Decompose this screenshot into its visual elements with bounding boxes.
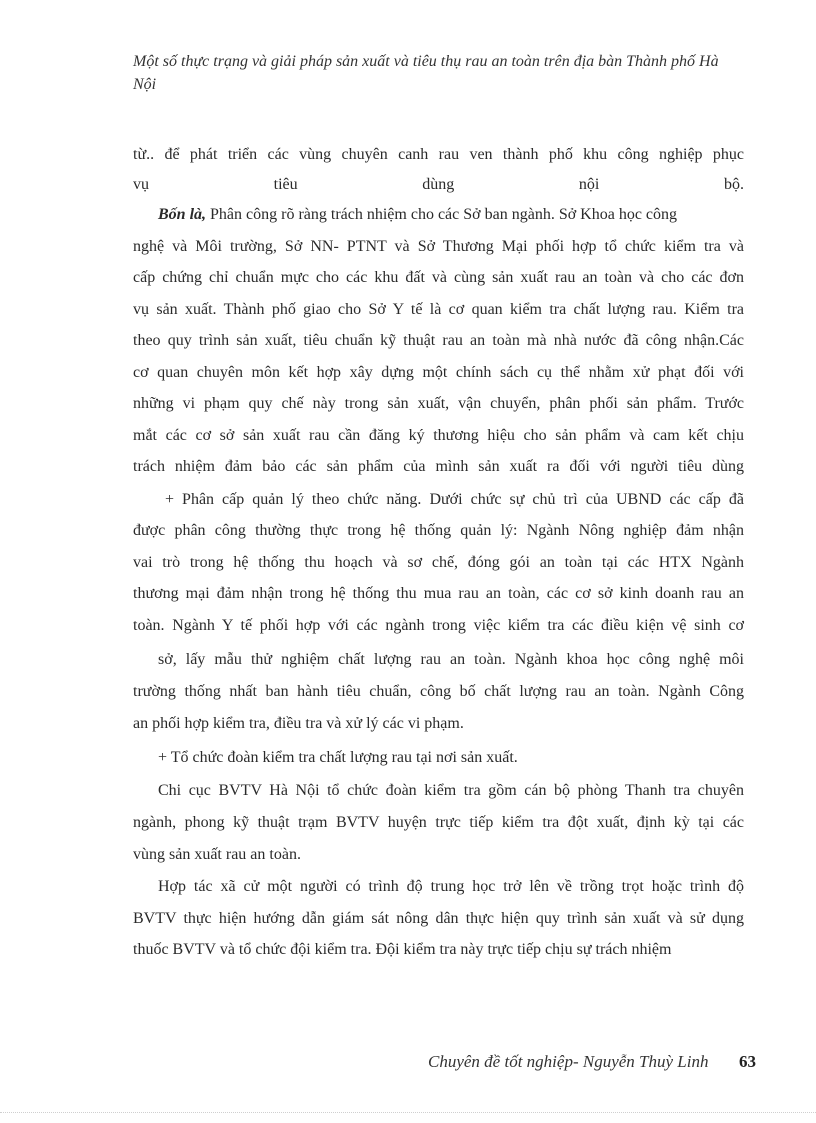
text-line: vụ sản xuất. Thành phố giao cho Sở Y tế là cơ quan kiểm tra chất lượng rau. Kiểm tra bbox=[133, 301, 744, 318]
text-line: + Phân cấp quản lý theo chức năng. Dưới chức sự chủ trì của UBND các cấp đã bbox=[165, 491, 744, 508]
page-footer bbox=[420, 1049, 765, 1075]
page-number: 63 bbox=[739, 1052, 756, 1071]
text-line: vụ tiêu dùng nội bộ. bbox=[133, 176, 744, 193]
bottom-divider bbox=[0, 1112, 816, 1113]
text-line: BVTV thực hiện hướng dẫn giám sát nông dân thực hiện quy trình sản xuất và sử dụng bbox=[133, 910, 744, 927]
text-line: mắt các cơ sở sản xuất rau cần đăng ký thương hiệu cho sản phẩm và cam kết chịu bbox=[133, 427, 744, 444]
text-line: trách nhiệm đảm bảo các sản phẩm của mình sản xuất ra đối với người tiêu dùng bbox=[133, 458, 744, 475]
text-line: từ.. để phát triển các vùng chuyên canh rau ven thành phố khu công nghiệp phục bbox=[133, 146, 744, 163]
page-header: Một số thực trạng và giải pháp sản xuất và tiêu thụ rau an toàn trên địa bàn Thành phố Hà Nội bbox=[133, 53, 719, 93]
footer-title: Chuyên đề tốt nghiệp- Nguyễn Thuỳ Linh bbox=[428, 1052, 709, 1071]
text-line: an phối hợp kiểm tra, điều tra và xử lý các vi phạm. bbox=[133, 715, 464, 732]
text-line: cấp chứng chỉ chuẩn mực cho các khu đất và cùng sản xuất rau an toàn và cho các đơn bbox=[133, 269, 744, 286]
text-fragment: Phân công rõ ràng trách nhiệm cho các Sở ban ngành. Sở Khoa học công bbox=[210, 206, 678, 223]
text-line: thương mại đảm nhận trong hệ thống thu mua rau an toàn, các cơ sở kinh doanh rau an bbox=[133, 585, 744, 602]
text-line: + Tổ chức đoàn kiểm tra chất lượng rau tại nơi sản xuất. bbox=[158, 749, 518, 766]
text-line: sở, lấy mẫu thử nghiệm chất lượng rau an toàn. Ngành khoa học công nghệ môi bbox=[158, 651, 744, 668]
text-line: toàn. Ngành Y tế phối hợp với các ngành trong việc kiểm tra các điều kiện vệ sinh cơ bbox=[133, 617, 744, 634]
text-line: những vi phạm quy chế này trong sản xuất, vận chuyển, phân phối sản phẩm. Trước bbox=[133, 395, 744, 412]
text-line: ngành, phong kỹ thuật trạm BVTV huyện trực tiếp kiểm tra đột xuất, định kỳ tại các bbox=[133, 814, 744, 831]
text-line: vùng sản xuất rau an toàn. bbox=[133, 846, 301, 863]
text-line: Hợp tác xã cử một người có trình độ trung học trở lên về trồng trọt hoặc trình độ bbox=[158, 878, 744, 895]
paragraph-line bbox=[158, 200, 744, 230]
text-line: cơ quan chuyên môn kết hợp xây dựng một chính sách cụ thể nhằm xử phạt đối với bbox=[133, 364, 744, 381]
text-line: nghệ và Môi trường, Sở NN- PTNT và Sở Thương Mại phối hợp tổ chức kiểm tra và bbox=[133, 238, 744, 255]
text-line: Chi cục BVTV Hà Nội tổ chức đoàn kiểm tra gồm cán bộ phòng Thanh tra chuyên bbox=[158, 782, 744, 799]
text-line: vai trò trong hệ thống thu hoạch và sơ chế, đóng gói an toàn tại các HTX Ngành bbox=[133, 554, 744, 571]
text-line: trường thống nhất ban hành tiêu chuẩn, công bố chất lượng rau an toàn. Ngành Công bbox=[133, 683, 744, 700]
text-line: được phân công thường thực trong hệ thống quản lý: Ngành Nông nghiệp đảm nhận bbox=[133, 522, 744, 539]
lead-phrase: Bốn là, bbox=[158, 206, 207, 223]
text-line: thuốc BVTV và tổ chức đội kiểm tra. Đội kiểm tra này trực tiếp chịu sự trách nhiệm bbox=[133, 941, 672, 958]
text-line: theo quy trình sản xuất, tiêu chuẩn kỹ thuật rau an toàn mà nhà nước đã công nhận.Các bbox=[133, 332, 744, 349]
